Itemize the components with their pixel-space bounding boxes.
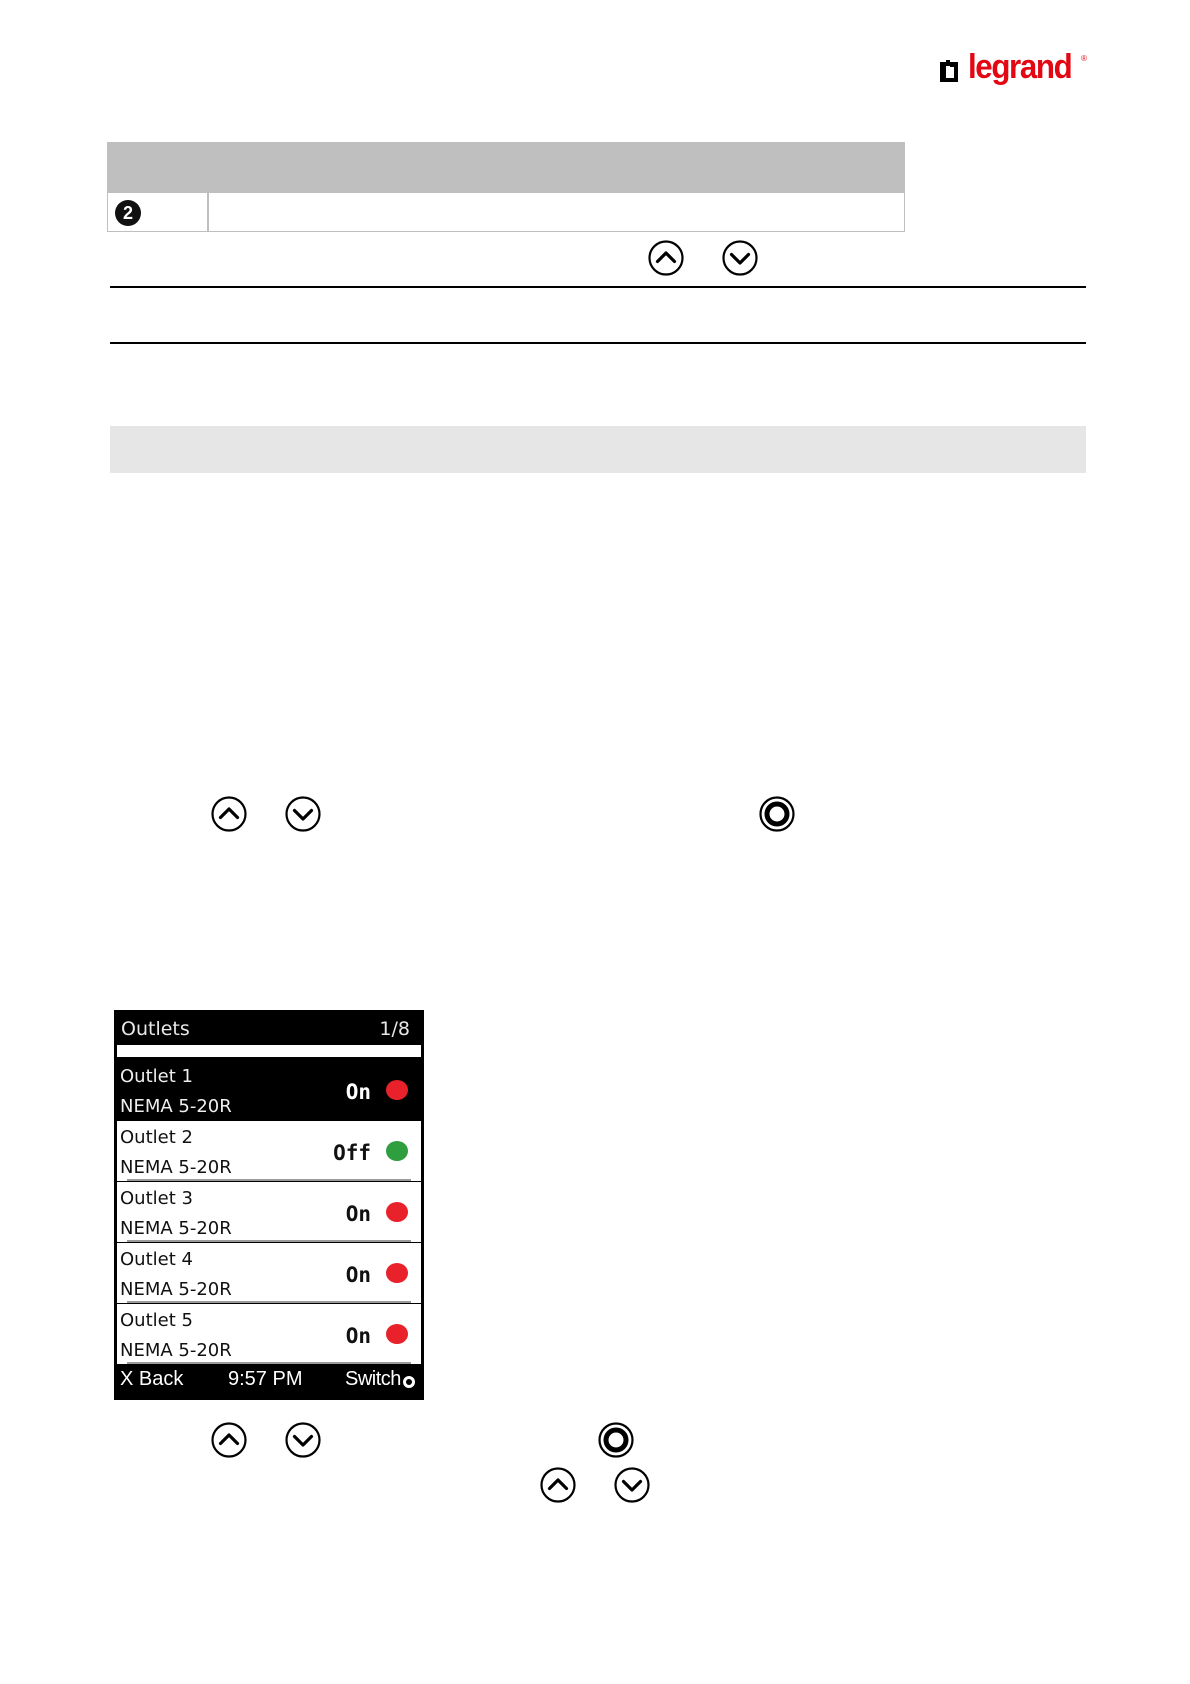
page-indicator: 1/8 <box>379 1018 410 1040</box>
outlet-name: Outlet 2 <box>120 1127 193 1148</box>
step-table <box>107 142 905 232</box>
section-heading-bar <box>110 426 1086 473</box>
status-dot-icon <box>386 1202 408 1222</box>
outlet-state: On <box>345 1202 371 1226</box>
outlet-type: NEMA 5-20R <box>120 1340 232 1361</box>
chevron-down-icon <box>285 796 321 832</box>
status-dot-icon <box>386 1324 408 1344</box>
screen-footer <box>114 1364 424 1400</box>
table-cell-divider <box>207 193 209 231</box>
chevron-up-icon <box>648 240 684 276</box>
outlet-state: On <box>345 1263 371 1287</box>
logo-wordmark: legrand <box>968 48 1072 86</box>
back-button[interactable]: X Back <box>120 1368 184 1390</box>
switch-dot-icon <box>403 1376 415 1388</box>
row-separator <box>127 1240 411 1242</box>
outlet-state: On <box>345 1324 371 1348</box>
device-screen <box>114 1010 424 1400</box>
chevron-down-icon <box>722 240 758 276</box>
outlet-type: NEMA 5-20R <box>120 1096 232 1117</box>
chevron-up-icon <box>540 1467 576 1503</box>
chevron-down-icon <box>285 1422 321 1458</box>
clock: 9:57 PM <box>228 1368 303 1390</box>
status-dot-icon <box>386 1141 408 1161</box>
status-dot-icon <box>386 1080 408 1100</box>
screen-title: Outlets <box>121 1018 190 1040</box>
step-number-icon <box>114 199 142 227</box>
chevron-up-icon <box>211 796 247 832</box>
outlet-row[interactable] <box>117 1060 421 1120</box>
switch-button[interactable]: Switch <box>345 1368 401 1390</box>
legrand-mark-icon <box>938 58 960 84</box>
legrand-logo <box>938 48 1098 96</box>
scroll-bar <box>117 1045 421 1057</box>
table-header <box>107 142 905 193</box>
chevron-down-icon <box>614 1467 650 1503</box>
row-separator <box>127 1301 411 1303</box>
outlet-name: Outlet 5 <box>120 1310 193 1331</box>
outlet-name: Outlet 4 <box>120 1249 193 1270</box>
outlet-row[interactable] <box>117 1304 421 1364</box>
chevron-up-icon <box>211 1422 247 1458</box>
outlet-state: On <box>345 1080 371 1104</box>
outlet-state: Off <box>333 1141 371 1165</box>
table-row <box>107 193 905 232</box>
outlet-row[interactable] <box>117 1243 421 1303</box>
status-dot-icon <box>386 1263 408 1283</box>
outlet-type: NEMA 5-20R <box>120 1157 232 1178</box>
outlet-name: Outlet 1 <box>120 1066 193 1087</box>
outlet-row[interactable] <box>117 1182 421 1242</box>
ring-select-icon <box>759 796 795 832</box>
outlet-row[interactable] <box>117 1121 421 1181</box>
outlet-name: Outlet 3 <box>120 1188 193 1209</box>
logo-registered: ® <box>1081 54 1087 63</box>
divider <box>110 342 1086 344</box>
ring-select-icon <box>598 1422 634 1458</box>
row-separator <box>127 1179 411 1181</box>
outlet-type: NEMA 5-20R <box>120 1218 232 1239</box>
outlet-type: NEMA 5-20R <box>120 1279 232 1300</box>
divider <box>110 286 1086 288</box>
svg-text:2: 2 <box>122 203 134 223</box>
